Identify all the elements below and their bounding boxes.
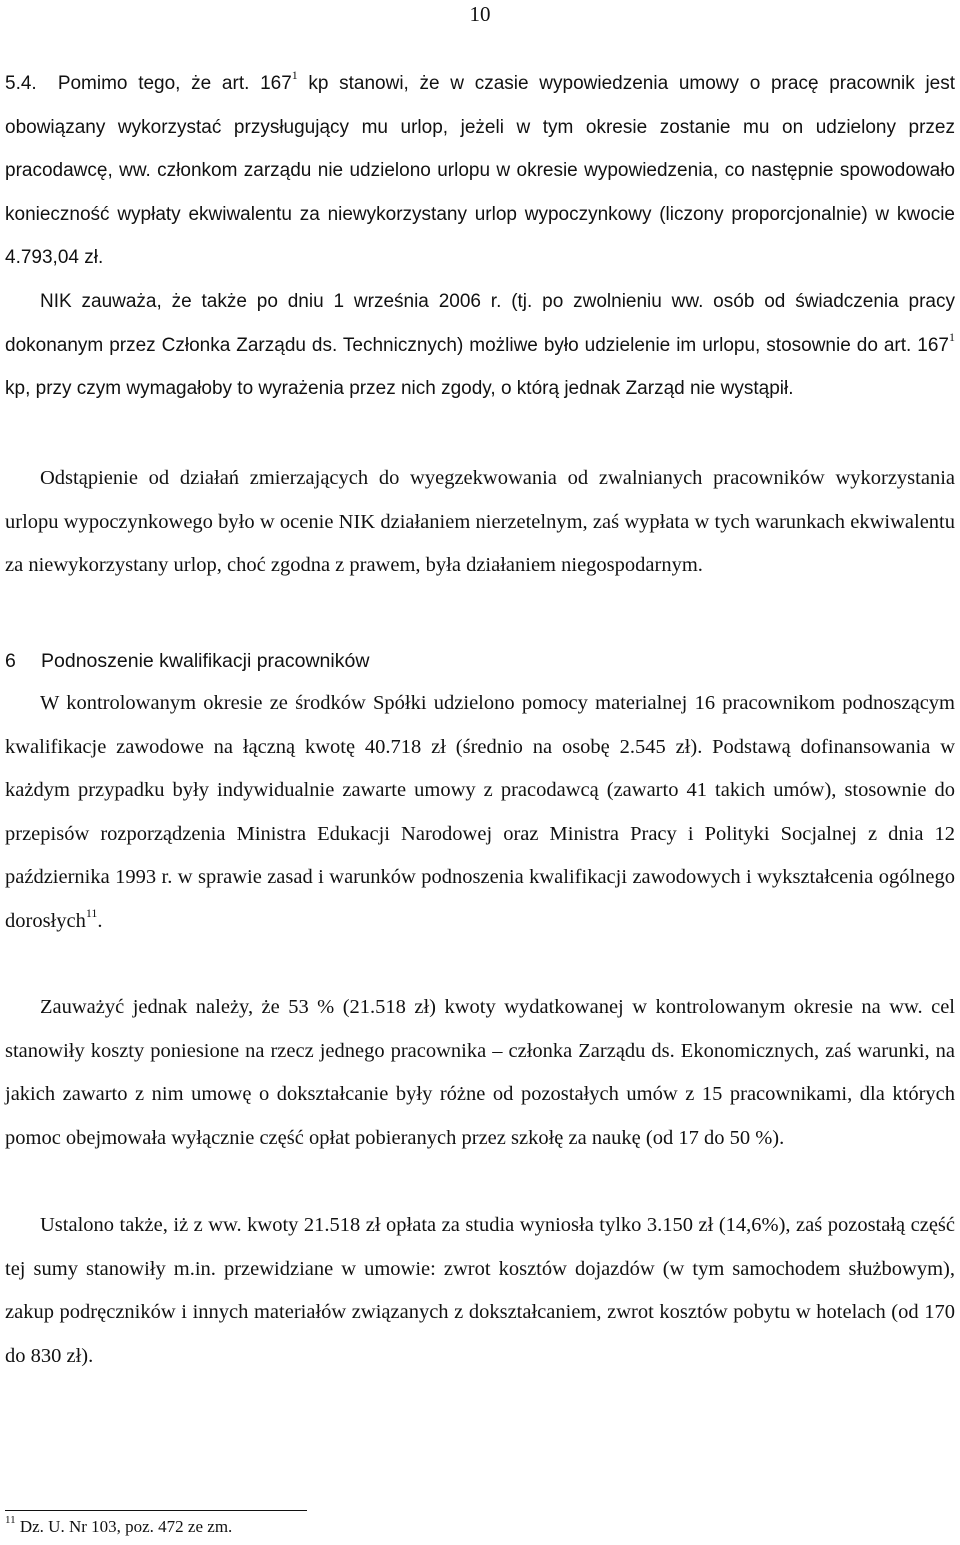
footnote (5, 1514, 233, 1537)
footnote-reference: 11 (85, 905, 98, 920)
paragraph-5-4 (5, 62, 955, 280)
footnote-number: 11 (5, 1514, 16, 1527)
paragraph-text: kp stanowi, że w czasie wypowiedzenia umowy o pracę pracownik jest obowiązany wykorzystać przysługujący mu urlop, jeżeli w tym okresie zostanie mu on udzielony przez pracodawcę, ww. członkom zarządu nie udzielono urlopu w okresie wypowiedzenia, co następnie spowodowało konieczność wypłaty ekwiwalentu za niewykorzystany urlop wypoczynkowy (liczony proporcjonalnie) w kwocie 4.793,04 zł. (5, 73, 956, 268)
section-heading (5, 650, 369, 673)
paragraph-funding (5, 682, 955, 943)
superscript: 1 (949, 329, 955, 344)
section-title: Podnoszenie kwalifikacji pracowników (41, 650, 370, 672)
paragraph-assessment: Odstąpienie od działań zmierzających do wyegzekwowania od zwalnianych pracowników wykorzystania urlopu wypoczynkowego było w ocenie NIK działaniem nierzetelnym, zaś wypłata w tych warunkach ekwiwalentu za niewykorzystany urlop, choć zgodna z prawem, była działaniem niegospodarnym. (5, 467, 955, 576)
superscript: 1 (291, 68, 298, 83)
paragraph-text: . (97, 909, 103, 932)
paragraph-board-member-costs: Zauważyć jednak należy, że 53 % (21.518 zł) kwoty wydatkowanej w kontrolowanym okresie na ww. cel stanowiły koszty poniesione na rzecz jednego pracownika – członka Zarządu ds. Ekonomicznych, zaś warunki, na jakich zawarto z nim umowę o dokształcanie były różne od pozostałych umów z 15 pracownikami, dla których pomoc obejmowała wyłącznie część opłat pobieranych przez szkołę za naukę (od 17 do 50 %). (5, 996, 955, 1149)
page-number: 10 (469, 2, 491, 26)
paragraph-text: W kontrolowanym okresie ze środków Spółki udzielono pomocy materialnej 16 pracownikom podnoszącym kwalifikacje zawodowe na łączną kwotę 40.718 zł (średnio na osobę 2.545 zł). Podstawą dofinansowania w każdym przypadku były indywidualnie zawarte umowy z pracodawcą (zawarto 41 takich umów), stosownie do przepisów rozporządzenia Ministra Edukacji Narodowej oraz Ministra Pracy i Polityki Socjalnej z dnia 12 października 1993 r. w sprawie zasad i warunków podnoszenia kwalifikacji zawodowych i wykształcenia ogólnego dorosłych (5, 692, 955, 932)
footnote-text: Dz. U. Nr 103, poz. 472 ze zm. (19, 1517, 233, 1536)
paragraph-text: NIK zauważa, że także po dniu 1 września 2006 r. (tj. po zwolnieniu ww. osób od świadczenia pracy dokonanym przez Członka Zarządu ds. Technicznych) możliwe było udzielenie im urlopu, stosownie do art. 167 (5, 291, 955, 356)
footnote-divider (5, 1510, 307, 1511)
paragraph-text: Pomimo tego, że art. 167 (57, 73, 292, 94)
paragraph-nik-remark (5, 280, 955, 411)
paragraph-label: 5.4. (5, 73, 37, 94)
paragraph-text: kp, przy czym wymagałoby to wyrażenia przez nich zgody, o którą jednak Zarząd nie wystąpił. (5, 378, 794, 399)
paragraph-findings: Ustalono także, iż z ww. kwoty 21.518 zł opłata za studia wyniosła tylko 3.150 zł (14,6%), zaś pozostałą część tej sumy stanowiły m.in. przewidziane w umowie: zwrot kosztów dojazdów (w tym samochodem służbowym), zakup podręczników i innych materiałów związanych z dokształcaniem, zwrot kosztów pobytu w hotelach (od 170 do 830 zł). (5, 1214, 955, 1367)
section-number: 6 (5, 650, 16, 672)
